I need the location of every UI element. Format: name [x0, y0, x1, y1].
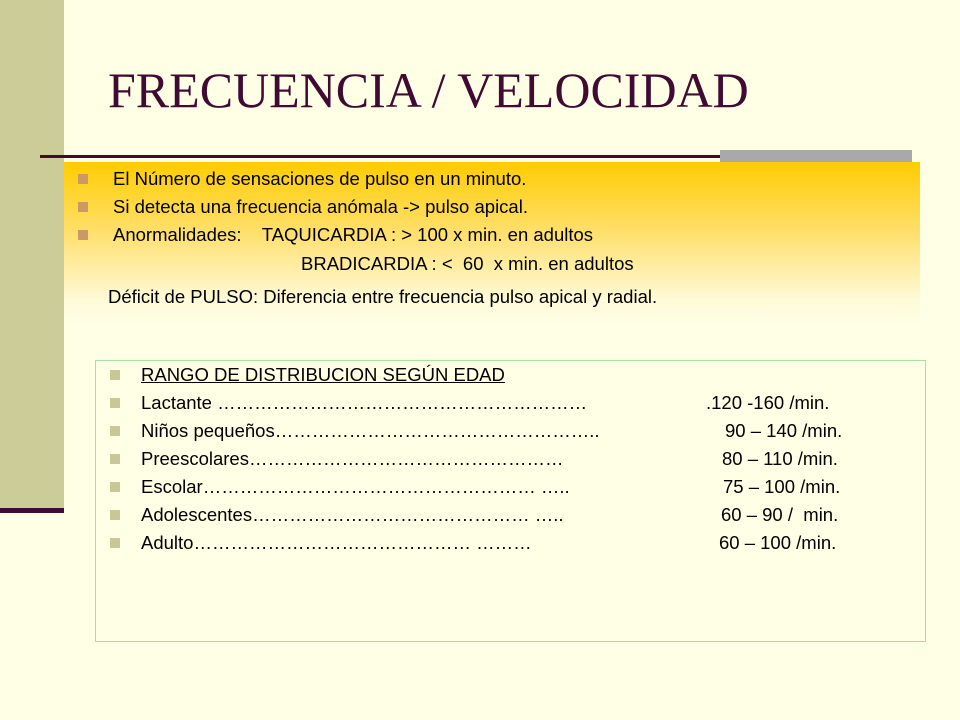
range-row-label: Preescolares…………………………………………… [141, 448, 564, 469]
range-row-label: Niños pequeños…………………………………………….. [141, 420, 600, 441]
left-accent-rule [0, 508, 64, 513]
range-row-label: Adolescentes……………………………………… ….. [141, 504, 564, 525]
square-bullet-icon [78, 230, 88, 240]
range-row-value: 80 – 110 /min. [722, 448, 838, 469]
range-row-value: .120 -160 /min. [706, 392, 830, 413]
range-row-value: 60 – 100 /min. [719, 532, 837, 553]
square-bullet-icon [110, 510, 120, 520]
range-row-value: 90 – 140 /min. [725, 420, 843, 441]
range-row-value: 60 – 90 / min. [721, 504, 839, 525]
deficit-line: Déficit de PULSO: Diferencia entre frecuencia pulso apical y radial. [108, 286, 658, 307]
square-bullet-icon [78, 202, 88, 212]
square-bullet-icon [110, 454, 120, 464]
range-row-label: Escolar……………………………………………… ….. [141, 476, 570, 497]
square-bullet-icon [78, 174, 88, 184]
square-bullet-icon [110, 482, 120, 492]
title-underline [40, 155, 720, 158]
range-row-label: Lactante …………………………………………………… [141, 392, 588, 413]
left-accent-bar [0, 0, 64, 512]
definition-item: El Número de sensaciones de pulso en un minuto. [113, 168, 527, 189]
square-bullet-icon [110, 398, 120, 408]
square-bullet-icon [110, 370, 120, 380]
bradicardia-line: BRADICARDIA : < 60 x min. en adultos [301, 253, 634, 274]
title-gray-bar [720, 150, 912, 162]
slide-title: FRECUENCIA / VELOCIDAD [108, 62, 749, 118]
definition-item: Si detecta una frecuencia anómala -> pulso apical. [113, 196, 528, 217]
square-bullet-icon [110, 538, 120, 548]
range-row-label: Adulto……………………………………… ……… [141, 532, 532, 553]
range-row-value: 75 – 100 /min. [723, 476, 841, 497]
range-heading: RANGO DE DISTRIBUCION SEGÚN EDAD [141, 364, 505, 385]
square-bullet-icon [110, 426, 120, 436]
definition-item: Anormalidades: TAQUICARDIA : > 100 x min. en adultos [113, 224, 594, 245]
